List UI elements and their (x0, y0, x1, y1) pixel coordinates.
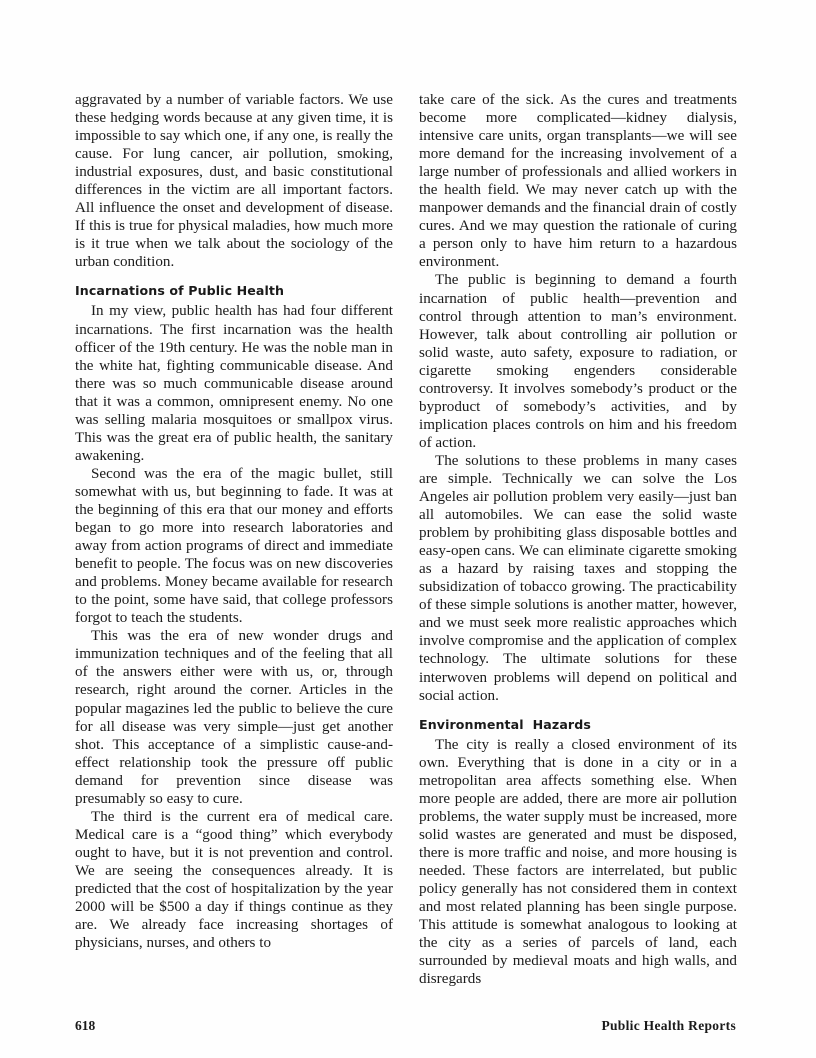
paragraph: The city is really a closed environment of its own. Everything that is done in a city or in a metropolitan area affects something else. When more people are added, there are more air pollution problems, the water supply must be increased, more solid wastes are generated and must be disposed, there is more traffic and noise, and more housing is needed. These factors are interrelated, but public policy generally has not considered them in context and most related planning has been single purpose. This attitude is somewhat analogous to looking at the city as a series of parcels of land, each surrounded by medieval moats and high walls, and disregards (419, 736, 737, 988)
page-number: 618 (75, 1018, 96, 1033)
paragraph: The public is beginning to demand a fourth incarnation of public health—prevention and control through attention to man’s environment. However, talk about controlling air pollution or solid waste, auto safety, exposure to radiation, or cigarette smoking engenders considerable controversy. It involves somebody’s product or the byproduct of somebody’s activities, and by implication places controls on him and his freedom of action. (419, 272, 737, 451)
paragraph: In my view, public health has had four different incarnations. The first incarnation was the health officer of the 19th century. He was the noble man in the white hat, fighting communicable disease. And there was so much communicable disease around that it was a common, omnipresent enemy. No one was selling malaria mosquitoes or smallpox virus. This was the great era of public health, the sanitary awakening. (75, 303, 393, 464)
paragraph: The third is the current era of medical care. Medical care is a “good thing” which everybody ought to have, but it is not prevention and control. We are seeing the consequences already. It is predicted that the cost of hospitalization by the year 2000 will be $500 a day if things continue as they are. We already face increasing shortages of physicians, nurses, and others to (75, 808, 393, 952)
paragraph: aggravated by a number of variable factors. We use these hedging words because at any given time, it is impossible to say which one, if any one, is really the cause. For lung cancer, air pollution, smoking, industrial exposures, dust, and basic constitutional differences in the victim are all important factors. All influence the onset and development of disease. If this is true for physical maladies, how much more is it true when we talk about the sociology of the urban condition. (75, 92, 393, 271)
paragraph: Second was the era of the magic bullet, still somewhat with us, but beginning to fade. It was at the beginning of this era that our money and efforts began to go more into research laboratories and away from action programs of direct and immediate benefit to people. The focus was on new discoveries and problems. Money became available for research to the point, some have said, that college professors forgot to teach the students. (75, 465, 393, 627)
journal-title: Public Health Reports (601, 1018, 736, 1033)
right-column (419, 91, 737, 988)
left-column (75, 91, 393, 952)
section-heading-environmental-hazards: Environmental Hazards (419, 716, 591, 732)
paragraph: This was the era of new wonder drugs and immunization techniques and of the feeling that all of the answers either were with us, or, through research, right around the corner. Articles in the popular magazines led the public to believe the cure for all disease was very simple—just get another shot. This acceptance of a simplistic cause-and-effect relationship took the pressure off public demand for prevention since disease was presumably so easy to cure. (75, 628, 393, 807)
section-heading-incarnations: Incarnations of Public Health (75, 283, 285, 299)
paragraph: take care of the sick. As the cures and treatments become more complicated—kidney dialysis, intensive care units, organ transplants—we will see more demand for the increasing involvement of a large number of professionals and allied workers in the health field. We may never catch up with the manpower demands and the financial drain of costly cures. And we may question the rationale of curing a person only to have him return to a hazardous environment. (419, 92, 737, 271)
paragraph: The solutions to these problems in many cases are simple. Technically we can solve the Los Angeles air pollution problem very easily—just ban all automobiles. We can ease the solid waste problem by prohibiting glass disposable bottles and easy-open cans. We can eliminate cigarette smoking as a hazard by raising taxes and stopping the subsidization of tobacco growing. The practicability of these simple solutions is another matter, however, and we must seek more realistic approaches which involve compromise and the application of complex technology. The ultimate solutions for these interwoven problems will depend on political and social action. (419, 452, 738, 704)
